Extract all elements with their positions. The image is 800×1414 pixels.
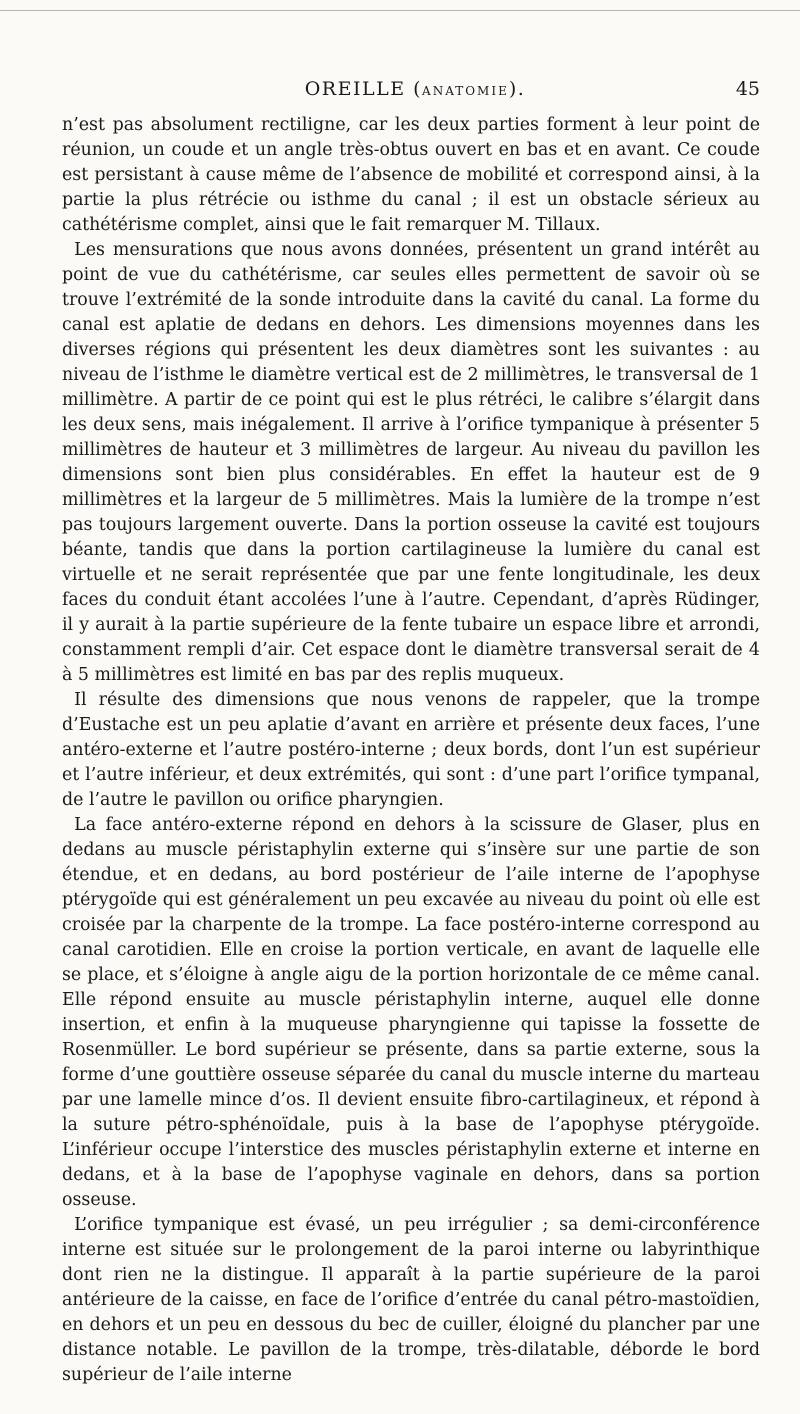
paragraph-4: La face antéro-externe répond en dehors à la scissure de Glaser, plus en dedans au muscle péristaphylin externe qui s’insère sur une partie de son étendue, et en dedans, au bord postérieur de l’aile interne de l’apophyse ptérygoïde qui est généralement un peu excavée au niveau du point où elle est croisée par la charpente de la trompe. La face postéro-interne correspond au canal carotidien. Elle en croise la portion verticale, en avant de laquelle elle se place, et s’éloigne à angle aigu de la portion horizontale de ce même canal. Elle répond ensuite au muscle péristaphylin interne, auquel elle donne insertion, et enfin à la muqueuse pharyngienne qui tapisse la fossette de Rosenmüller. Le bord supérieur se présente, dans sa partie externe, sous la forme d’une gouttière osseuse séparée du canal du muscle interne du marteau par une lamelle mince d’os. Il devient ensuite fibro-cartilagineux, et répond à la suture pétro-sphénoïdale, puis à la base de l’apophyse ptérygoïde. L’inférieur occupe l’interstice des muscles péristaphylin externe et interne en dedans, et à la base de l’apophyse vaginale en dehors, dans sa portion osseuse. bbox=[62, 815, 760, 1210]
running-title-close: ). bbox=[508, 78, 526, 100]
paragraph-5: L’orifice tympanique est évasé, un peu irrégulier ; sa demi-circonférence interne est située sur le prolongement de la paroi interne ou labyrinthique dont rien ne la distingue. Il apparaît à la partie supérieure de la paroi antérieure de la caisse, en face de l’orifice d’entrée du canal pétro-mastoïdien, en dehors et un peu en dessous du bec de cuiller, éloigné du plancher par une distance notable. Le pavillon de la trompe, très-dilatable, déborde le bord supérieur de l’aile interne bbox=[62, 1215, 760, 1385]
body-text bbox=[62, 113, 760, 1388]
running-title-main: OREILLE bbox=[304, 78, 406, 100]
paragraph-1: n’est pas absolument rectiligne, car les deux parties forment à leur point de réunion, un coude et un angle très-obtus ouvert en bas et en avant. Ce coude est persistant à cause même de l’absence de mobilité et correspond ainsi, à la partie la plus rétrécie ou isthme du canal ; il est un obstacle sérieux au cathétérisme complet, ainsi que le fait remarquer M. Tillaux. bbox=[62, 115, 760, 235]
running-title-open: ( bbox=[405, 78, 423, 100]
page-number: 45 bbox=[735, 78, 760, 100]
running-head bbox=[70, 78, 760, 104]
running-title bbox=[70, 78, 760, 100]
paragraph-3: Il résulte des dimensions que nous venons de rappeler, que la trompe d’Eustache est un peu aplatie d’avant en arrière et présente deux faces, l’une antéro-externe et l’autre postéro-interne ; deux bords, dont l’un est supérieur et l’autre inférieur, et deux extrémités, qui sont : d’une part l’orifice tympanal, de l’autre le pavillon ou orifice pharyngien. bbox=[62, 690, 760, 810]
page-top-edge bbox=[0, 10, 800, 11]
running-title-sub: ANATOMIE bbox=[422, 84, 509, 98]
paragraph-2: Les mensurations que nous avons données, présentent un grand intérêt au point de vue du cathétérisme, car seules elles permettent de savoir où se trouve l’extrémité de la sonde introduite dans la cavité du canal. La forme du canal est aplatie de dedans en dehors. Les dimensions moyennes dans les diverses régions qui présentent les deux diamètres sont les suivantes : au niveau de l’isthme le diamètre vertical est de 2 millimètres, le transversal de 1 millimètre. A partir de ce point qui est le plus rétréci, le calibre s’élargit dans les deux sens, mais inégalement. Il arrive à l’orifice tympanique à présenter 5 millimètres de hauteur et 3 millimètres de largeur. Au niveau du pavillon les dimensions sont bien plus considérables. En effet la hauteur est de 9 millimètres et la largeur de 5 millimètres. Mais la lumière de la trompe n’est pas toujours largement ouverte. Dans la portion osseuse la cavité est toujours béante, tandis que dans la portion cartilagineuse la lumière du canal est virtuelle et ne serait représentée que par une fente longitudinale, les deux faces du conduit étant accolées l’une à l’autre. Cependant, d’après Rüdinger, il y aurait à la partie supérieure de la fente tubaire un espace libre et arrondi, constamment rempli d’air. Cet espace dont le diamètre transversal serait de 4 à 5 millimètres est limité en bas par des replis muqueux. bbox=[62, 240, 760, 685]
